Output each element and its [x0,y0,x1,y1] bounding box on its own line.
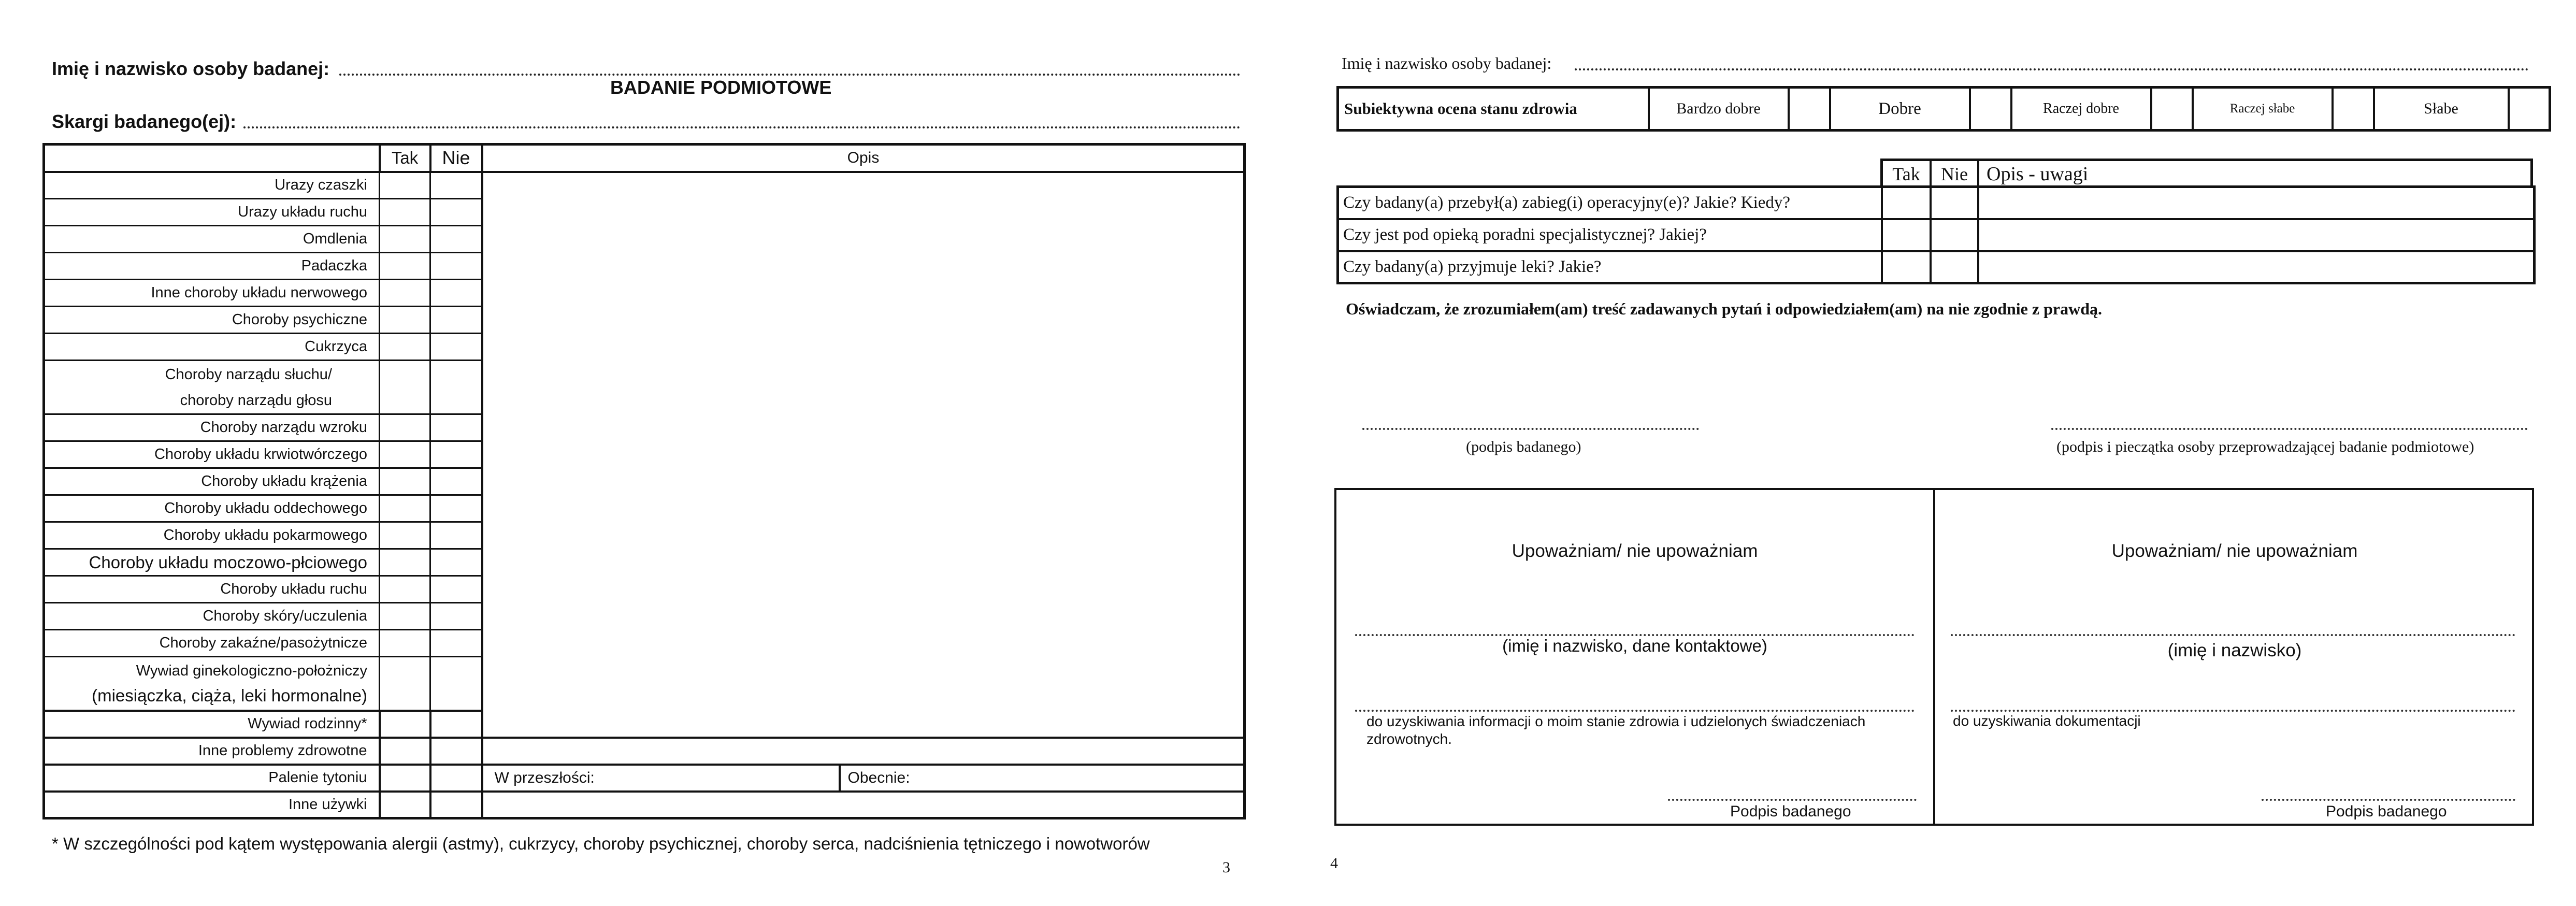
nie-cell[interactable] [430,414,482,441]
opis-cell[interactable] [482,792,1245,818]
tak-cell[interactable] [380,657,430,711]
auth-right-signature-line[interactable] [2262,799,2515,801]
option-checkbox[interactable] [2509,88,2550,131]
tak-cell[interactable] [380,253,430,280]
option-label: Raczej słabe [2193,88,2333,131]
nie-cell[interactable] [430,199,482,226]
name-label-left: Imię i nazwisko osoby badanej: [52,58,330,79]
tak-cell[interactable] [380,307,430,334]
name-field-right[interactable] [1575,68,2529,70]
row-label-line: Choroby narządu słuchu/ [165,366,332,383]
declaration: Oświadczam, że zrozumiałem(am) treść zadawanych pytań i odpowiedziałem(am) na nie zgodnie z prawdą. [1346,299,2102,318]
question-text: Czy badany(a) przebył(a) zabieg(i) operacyjny(e)? Jakie? Kiedy? [1338,187,1882,219]
tak-cell[interactable] [380,280,430,307]
row-label: Choroby psychiczne [44,307,380,334]
header-nie: Nie [1932,161,1979,188]
tak-cell[interactable] [380,549,430,576]
nie-cell[interactable] [430,307,482,334]
nie-cell[interactable] [430,711,482,738]
tak-cell[interactable] [380,468,430,495]
page-number-3: 3 [1222,859,1230,876]
auth-left-name-caption: (imię i nazwisko, dane kontaktowe) [1502,636,1767,655]
nie-cell[interactable] [430,765,482,792]
remarks-cell[interactable] [1978,187,2535,219]
nie-cell[interactable] [430,468,482,495]
auth-right-name-line[interactable] [1951,634,2515,636]
nie-cell[interactable] [1931,219,1978,251]
header-tak: Tak [1883,161,1932,188]
tak-cell[interactable] [380,414,430,441]
row-label: Inne choroby układu nerwowego [44,280,380,307]
name-field-left[interactable] [339,74,1241,76]
nie-cell[interactable] [1931,251,1978,283]
option-label: Słabe [2374,88,2509,131]
row-label: Palenie tytoniu [44,765,380,792]
auth-right-name-caption: (imię i nazwisko) [2167,640,2302,660]
nie-cell[interactable] [430,226,482,253]
row-label [44,361,380,414]
auth-right-signature-caption: Podpis badanego [2326,803,2447,820]
auth-right-purpose: do uzyskiwania dokumentacji [1953,713,2141,729]
tak-cell[interactable] [380,765,430,792]
nie-cell[interactable] [430,630,482,657]
header-empty-cell [44,145,380,172]
tak-cell[interactable] [380,576,430,603]
table-row [44,738,1245,765]
option-checkbox[interactable] [1970,88,2011,131]
smoking-past-cell[interactable]: W przeszłości: [482,765,840,792]
row-label: Choroby układu pokarmowego [44,522,380,549]
complaints-label: Skargi badanego(ej): [52,111,237,132]
health-assessment-table [1336,86,2551,132]
nie-cell[interactable] [430,172,482,199]
nie-cell[interactable] [430,657,482,711]
tak-cell[interactable] [380,334,430,361]
row-label [44,657,380,711]
row-label: Choroby narządu wzroku [44,414,380,441]
question-text: Czy jest pod opieką poradni specjalistycznej? Jakiej? [1338,219,1882,251]
row-label-line: choroby narządu głosu [180,392,332,409]
tak-cell[interactable] [380,738,430,765]
auth-right-contact-line[interactable] [1951,710,2515,712]
tak-cell[interactable] [380,630,430,657]
option-label: Dobre [1830,88,1970,131]
tak-cell[interactable] [380,361,430,414]
header-tak: Tak [380,145,430,172]
header-opis-uwagi: Opis - uwagi [1987,163,2089,185]
nie-cell[interactable] [430,576,482,603]
nie-cell[interactable] [430,280,482,307]
tak-cell[interactable] [380,441,430,468]
remarks-cell[interactable] [1978,219,2535,251]
name-label-right: Imię i nazwisko osoby badanej: [1342,54,1552,73]
table-row [44,792,1245,818]
nie-cell[interactable] [430,522,482,549]
history-header-row [44,145,1245,172]
nie-cell[interactable] [430,792,482,818]
opis-cell[interactable] [482,738,1245,765]
row-label: Inne problemy zdrowotne [44,738,380,765]
row-label: Omdlenia [44,226,380,253]
patient-signature-caption: (podpis badanego) [1466,438,1581,455]
tak-cell[interactable] [380,199,430,226]
auth-left-signature-caption: Podpis badanego [1730,803,1851,820]
row-label-line: Wywiad ginekologiczno-położniczy [136,663,367,680]
examiner-signature-caption: (podpis i pieczątka osoby przeprowadzającej badanie podmiotowe) [2056,438,2474,455]
tak-cell[interactable] [380,603,430,630]
question-row [1338,219,2535,251]
nie-cell[interactable] [430,495,482,522]
nie-cell[interactable] [430,334,482,361]
row-label: Padaczka [44,253,380,280]
option-checkbox[interactable] [2333,88,2374,131]
footnote: * W szczególności pod kątem występowania alergii (astmy), cukrzycy, choroby psychicznej, choroby serca, nadciśnienia tętniczego i nowotworów [52,834,1150,853]
option-checkbox[interactable] [2151,88,2193,131]
auth-left-contact-line[interactable] [1355,710,1915,712]
table-row [44,172,1245,199]
row-label: Inne używki [44,792,380,818]
row-label-line: (miesiączka, ciąża, leki hormonalne) [92,686,367,706]
questions-header [1880,159,2533,188]
row-label: Wywiad rodzinny* [44,711,380,738]
question-row [1338,251,2535,283]
row-label: Choroby układu krwiotwórczego [44,441,380,468]
tak-cell[interactable] [380,711,430,738]
row-label: Choroby zakaźne/pasożytnicze [44,630,380,657]
header-opis: Opis [482,145,1245,172]
nie-cell[interactable] [430,361,482,414]
row-label: Cukrzyca [44,334,380,361]
tak-cell[interactable] [380,522,430,549]
tak-cell[interactable] [1882,219,1931,251]
questions-table [1336,185,2536,284]
nie-cell[interactable] [430,253,482,280]
tak-cell[interactable] [1882,187,1931,219]
complaints-field[interactable] [243,126,1241,128]
row-label: Choroby skóry/uczulenia [44,603,380,630]
smoking-now-cell[interactable]: Obecnie: [840,765,1245,792]
opis-cell[interactable] [482,172,1245,738]
row-label: Urazy czaszki [44,172,380,199]
option-label: Bardzo dobre [1649,88,1789,131]
auth-left-signature-line[interactable] [1668,799,1917,801]
row-label: Choroby układu ruchu [44,576,380,603]
auth-left-purpose: do uzyskiwania informacji o moim stanie zdrowia i udzielonych świadczeniach zdrowotnych. [1366,713,1866,747]
authorization-box [1334,488,2534,826]
row-label: Choroby układu krążenia [44,468,380,495]
tak-cell[interactable] [380,792,430,818]
history-table [42,143,1246,819]
examiner-signature-line[interactable] [2051,428,2528,430]
question-row [1338,187,2535,219]
auth-right-title: Upoważniam/ nie upoważniam [2111,541,2358,561]
nie-cell[interactable] [430,441,482,468]
page-number-4: 4 [1330,855,1338,872]
option-label: Raczej dobre [2011,88,2151,131]
table-row [44,765,1245,792]
tak-cell[interactable] [380,226,430,253]
nie-cell[interactable] [430,738,482,765]
nie-cell[interactable] [1931,187,1978,219]
header-nie: Nie [430,145,482,172]
auth-left-title: Upoważniam/ nie upoważniam [1512,541,1758,561]
remarks-cell[interactable] [1978,251,2535,283]
question-text: Czy badany(a) przyjmuje leki? Jakie? [1338,251,1882,283]
tak-cell[interactable] [380,495,430,522]
row-label: Urazy układu ruchu [44,199,380,226]
nie-cell[interactable] [430,549,482,576]
assessment-label: Subiektywna ocena stanu zdrowia [1338,88,1649,131]
option-checkbox[interactable] [1789,88,1830,131]
form-heading: BADANIE PODMIOTOWE [610,77,832,98]
patient-signature-line[interactable] [1362,428,1699,430]
tak-cell[interactable] [1882,251,1931,283]
row-label: Choroby układu oddechowego [44,495,380,522]
nie-cell[interactable] [430,603,482,630]
tak-cell[interactable] [380,172,430,199]
row-label: Choroby układu moczowo-płciowego [44,549,380,576]
